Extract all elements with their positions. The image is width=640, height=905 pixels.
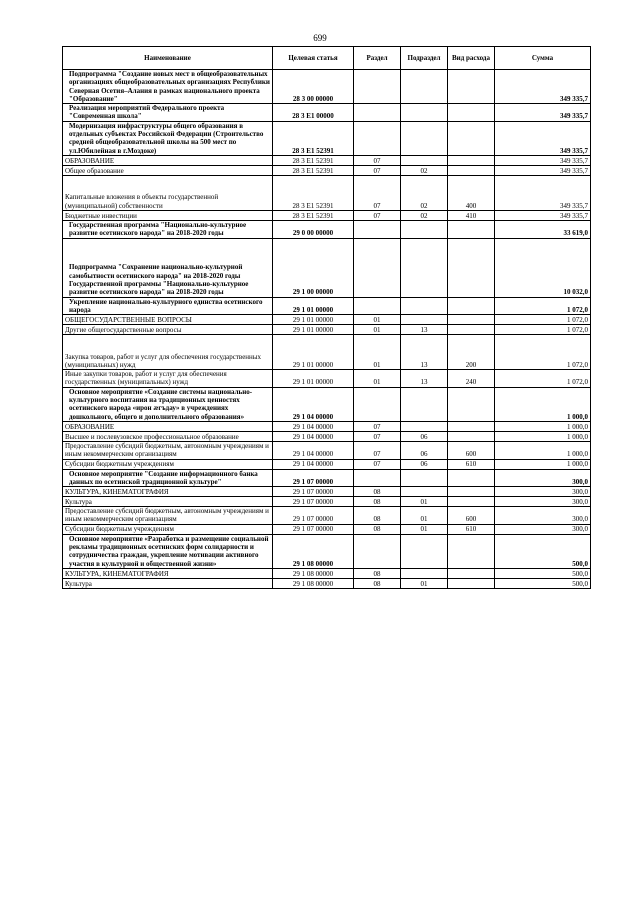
row-expense-type xyxy=(448,155,495,165)
row-target: 29 1 04 00000 xyxy=(273,441,354,459)
row-name: Предоставление субсидий бюджетным, автономным учреждениям и иным некоммерческим организациям xyxy=(63,441,273,459)
row-name: Бюджетные инвестиции xyxy=(63,210,273,220)
row-amount: 1 000,0 xyxy=(495,431,591,441)
row-name: Модернизация инфраструктуры общего образования в отдельных субъектах Российской Федерации (Строительство средней общеобразовательной школы на 500 мест по ул.Юбилейная в г.Моздоке) xyxy=(63,121,273,155)
row-amount: 300,0 xyxy=(495,524,591,534)
row-subsection: 06 xyxy=(401,459,448,469)
row-name: Субсидии бюджетным учреждениям xyxy=(63,524,273,534)
row-expense-type xyxy=(448,534,495,568)
row-subsection: 06 xyxy=(401,431,448,441)
row-subsection: 01 xyxy=(401,507,448,525)
row-section: 07 xyxy=(354,431,401,441)
table-row xyxy=(63,238,591,297)
row-section xyxy=(354,534,401,568)
row-name: Субсидии бюджетным учреждениям xyxy=(63,459,273,469)
header-name: Наименование xyxy=(63,47,273,70)
table-row xyxy=(63,441,591,459)
header-subsection: Подраздел xyxy=(401,47,448,70)
table-row xyxy=(63,578,591,588)
table-row xyxy=(63,210,591,220)
row-section: 01 xyxy=(354,370,401,388)
row-section: 07 xyxy=(354,441,401,459)
table-row xyxy=(63,315,591,325)
row-target: 29 1 01 00000 xyxy=(273,370,354,388)
row-section xyxy=(354,297,401,315)
row-target: 29 1 07 00000 xyxy=(273,524,354,534)
row-subsection xyxy=(401,534,448,568)
row-amount: 1 000,0 xyxy=(495,421,591,431)
row-name: Высшее и послевузовское профессиональное образование xyxy=(63,431,273,441)
row-name: Реализация мероприятий Федерального проекта "Современная школа" xyxy=(63,104,273,122)
row-name: ОБРАЗОВАНИЕ xyxy=(63,155,273,165)
row-subsection xyxy=(401,121,448,155)
row-subsection xyxy=(401,421,448,431)
row-expense-type: 240 xyxy=(448,370,495,388)
row-name: Основное мероприятие «Разработка и размещение социальной рекламы традиционных осетинских форм солидарности и сотрудничества граждан, укрепление мотивации активного участия в культурной и общественной жизни» xyxy=(63,534,273,568)
row-name: Предоставление субсидий бюджетным, автономным учреждениям и иным некоммерческим организациям xyxy=(63,507,273,525)
row-amount: 1 000,0 xyxy=(495,441,591,459)
row-amount: 349 335,7 xyxy=(495,155,591,165)
page-number: 699 xyxy=(313,33,327,43)
row-section xyxy=(354,121,401,155)
row-subsection xyxy=(401,315,448,325)
row-amount: 1 072,0 xyxy=(495,325,591,335)
row-expense-type xyxy=(448,568,495,578)
table-row xyxy=(63,220,591,238)
row-subsection: 13 xyxy=(401,370,448,388)
table-row xyxy=(63,459,591,469)
budget-table xyxy=(62,46,591,589)
row-subsection xyxy=(401,487,448,497)
table-row xyxy=(63,155,591,165)
table-row xyxy=(63,431,591,441)
row-section: 07 xyxy=(354,175,401,210)
row-subsection: 02 xyxy=(401,175,448,210)
row-amount: 349 335,7 xyxy=(495,121,591,155)
header-expense-type: Вид расхода xyxy=(448,47,495,70)
row-expense-type xyxy=(448,238,495,297)
row-name: Подпрограмма "Создание новых мест в общеобразовательных организациях общеобразовательных организациях Республики Северная Осетия–Алания в рамках национального проекта "Образование" xyxy=(63,70,273,104)
row-section: 08 xyxy=(354,487,401,497)
table-row xyxy=(63,524,591,534)
row-amount: 349 335,7 xyxy=(495,104,591,122)
row-section xyxy=(354,104,401,122)
header-amount: Сумма xyxy=(495,47,591,70)
table-row xyxy=(63,121,591,155)
row-name: Укрепление национально-культурного единства осетинского народа xyxy=(63,297,273,315)
row-name: КУЛЬТУРА, КИНЕМАТОГРАФИЯ xyxy=(63,487,273,497)
row-target: 29 1 04 00000 xyxy=(273,459,354,469)
row-target: 28 3 E1 52391 xyxy=(273,155,354,165)
row-target: 28 3 E1 00000 xyxy=(273,104,354,122)
row-amount: 1 000,0 xyxy=(495,387,591,421)
row-name: Основное мероприятие "Создание информационного банка данных по осетинской традиционной культуре" xyxy=(63,469,273,487)
table-row xyxy=(63,387,591,421)
row-section xyxy=(354,70,401,104)
row-target: 29 1 07 00000 xyxy=(273,487,354,497)
row-section: 08 xyxy=(354,568,401,578)
row-expense-type xyxy=(448,578,495,588)
row-section: 07 xyxy=(354,165,401,175)
row-section: 08 xyxy=(354,578,401,588)
row-amount: 300,0 xyxy=(495,507,591,525)
row-target: 29 1 01 00000 xyxy=(273,297,354,315)
row-expense-type: 600 xyxy=(448,507,495,525)
row-amount: 500,0 xyxy=(495,568,591,578)
row-name: ОБРАЗОВАНИЕ xyxy=(63,421,273,431)
table-row xyxy=(63,175,591,210)
row-target: 28 3 E1 52391 xyxy=(273,210,354,220)
row-subsection xyxy=(401,238,448,297)
row-expense-type xyxy=(448,431,495,441)
table-row xyxy=(63,325,591,335)
row-expense-type xyxy=(448,165,495,175)
row-section xyxy=(354,220,401,238)
row-amount: 33 619,0 xyxy=(495,220,591,238)
row-subsection xyxy=(401,568,448,578)
row-section xyxy=(354,469,401,487)
row-target: 29 1 00 00000 xyxy=(273,238,354,297)
row-expense-type: 610 xyxy=(448,524,495,534)
row-amount: 1 072,0 xyxy=(495,297,591,315)
row-amount: 300,0 xyxy=(495,469,591,487)
row-name: ОБЩЕГОСУДАРСТВЕННЫЕ ВОПРОСЫ xyxy=(63,315,273,325)
row-name: Общее образование xyxy=(63,165,273,175)
row-section: 07 xyxy=(354,459,401,469)
row-target: 29 1 07 00000 xyxy=(273,469,354,487)
row-subsection: 06 xyxy=(401,441,448,459)
row-expense-type: 600 xyxy=(448,441,495,459)
row-amount: 349 335,7 xyxy=(495,70,591,104)
row-amount: 1 072,0 xyxy=(495,370,591,388)
table-header-row xyxy=(63,47,591,70)
row-expense-type: 200 xyxy=(448,335,495,370)
row-name: Другие общегосударственные вопросы xyxy=(63,325,273,335)
row-target: 29 0 00 00000 xyxy=(273,220,354,238)
row-section: 08 xyxy=(354,524,401,534)
row-subsection: 01 xyxy=(401,524,448,534)
header-section: Раздел xyxy=(354,47,401,70)
row-expense-type xyxy=(448,421,495,431)
table-row xyxy=(63,70,591,104)
row-name: Капитальные вложения в объекты государственной (муниципальной) собственности xyxy=(63,175,273,210)
row-section: 07 xyxy=(354,210,401,220)
row-expense-type: 610 xyxy=(448,459,495,469)
row-subsection: 01 xyxy=(401,497,448,507)
row-name: Закупка товаров, работ и услуг для обеспечения государственных (муниципальных) нужд xyxy=(63,335,273,370)
row-amount: 500,0 xyxy=(495,534,591,568)
row-name: Подпрограмма "Сохранение национально-культурной самобытности осетинского народа" на 2018-2020 годы Государственной программы "Национально-культурное развитие осетинского народа" на 2018-2020 годы xyxy=(63,238,273,297)
row-section xyxy=(354,238,401,297)
row-expense-type xyxy=(448,315,495,325)
row-expense-type xyxy=(448,325,495,335)
row-subsection: 02 xyxy=(401,165,448,175)
row-section: 07 xyxy=(354,155,401,165)
row-name: КУЛЬТУРА, КИНЕМАТОГРАФИЯ xyxy=(63,568,273,578)
table-row xyxy=(63,370,591,388)
row-section: 01 xyxy=(354,315,401,325)
table-row xyxy=(63,507,591,525)
row-expense-type xyxy=(448,469,495,487)
row-target: 29 1 01 00000 xyxy=(273,315,354,325)
row-subsection xyxy=(401,220,448,238)
row-amount: 349 335,7 xyxy=(495,210,591,220)
row-expense-type xyxy=(448,487,495,497)
row-expense-type: 400 xyxy=(448,175,495,210)
row-expense-type xyxy=(448,121,495,155)
row-amount: 300,0 xyxy=(495,487,591,497)
header-target: Целевая статья xyxy=(273,47,354,70)
row-target: 29 1 04 00000 xyxy=(273,421,354,431)
row-section: 01 xyxy=(354,335,401,370)
row-amount: 349 335,7 xyxy=(495,165,591,175)
row-expense-type xyxy=(448,497,495,507)
row-target: 29 1 04 00000 xyxy=(273,431,354,441)
table-row xyxy=(63,297,591,315)
row-expense-type: 410 xyxy=(448,210,495,220)
table-row xyxy=(63,534,591,568)
row-target: 29 1 08 00000 xyxy=(273,534,354,568)
table-row xyxy=(63,165,591,175)
row-target: 29 1 04 00000 xyxy=(273,387,354,421)
row-section: 07 xyxy=(354,421,401,431)
row-subsection xyxy=(401,104,448,122)
row-target: 28 3 E1 52391 xyxy=(273,121,354,155)
row-name: Основное мероприятие «Создание системы национально-культурного воспитания на традиционных ценностях осетинского народа «ирон æгъдау» в учреждениях дошкольного, общего и дополнительного образования» xyxy=(63,387,273,421)
row-target: 29 1 01 00000 xyxy=(273,335,354,370)
table-row xyxy=(63,335,591,370)
table-row xyxy=(63,469,591,487)
row-subsection xyxy=(401,469,448,487)
row-target: 28 3 E1 52391 xyxy=(273,175,354,210)
table-row xyxy=(63,497,591,507)
row-section: 08 xyxy=(354,497,401,507)
row-subsection: 13 xyxy=(401,325,448,335)
row-target: 28 3 E1 52391 xyxy=(273,165,354,175)
row-subsection: 13 xyxy=(401,335,448,370)
row-subsection: 02 xyxy=(401,210,448,220)
row-subsection xyxy=(401,297,448,315)
row-name: Культура xyxy=(63,497,273,507)
row-subsection xyxy=(401,387,448,421)
row-target: 29 1 01 00000 xyxy=(273,325,354,335)
row-amount: 300,0 xyxy=(495,497,591,507)
row-amount: 1 072,0 xyxy=(495,335,591,370)
row-section xyxy=(354,387,401,421)
table-row xyxy=(63,568,591,578)
row-section: 08 xyxy=(354,507,401,525)
row-expense-type xyxy=(448,220,495,238)
row-target: 29 1 07 00000 xyxy=(273,507,354,525)
row-subsection xyxy=(401,155,448,165)
row-target: 29 1 07 00000 xyxy=(273,497,354,507)
row-target: 28 3 00 00000 xyxy=(273,70,354,104)
row-target: 29 1 08 00000 xyxy=(273,578,354,588)
row-expense-type xyxy=(448,297,495,315)
row-amount: 349 335,7 xyxy=(495,175,591,210)
row-amount: 10 032,0 xyxy=(495,238,591,297)
table-row xyxy=(63,487,591,497)
row-amount: 1 000,0 xyxy=(495,459,591,469)
row-subsection: 01 xyxy=(401,578,448,588)
row-name: Государственная программа "Национально-культурное развитие осетинского народа" на 2018-2020 годы xyxy=(63,220,273,238)
row-expense-type xyxy=(448,70,495,104)
row-expense-type xyxy=(448,387,495,421)
row-expense-type xyxy=(448,104,495,122)
row-name: Культура xyxy=(63,578,273,588)
row-target: 29 1 08 00000 xyxy=(273,568,354,578)
row-amount: 1 072,0 xyxy=(495,315,591,325)
row-name: Иные закупки товаров, работ и услуг для обеспечения государственных (муниципальных) нужд xyxy=(63,370,273,388)
table-row xyxy=(63,421,591,431)
row-subsection xyxy=(401,70,448,104)
row-section: 01 xyxy=(354,325,401,335)
table-row xyxy=(63,104,591,122)
row-amount: 500,0 xyxy=(495,578,591,588)
